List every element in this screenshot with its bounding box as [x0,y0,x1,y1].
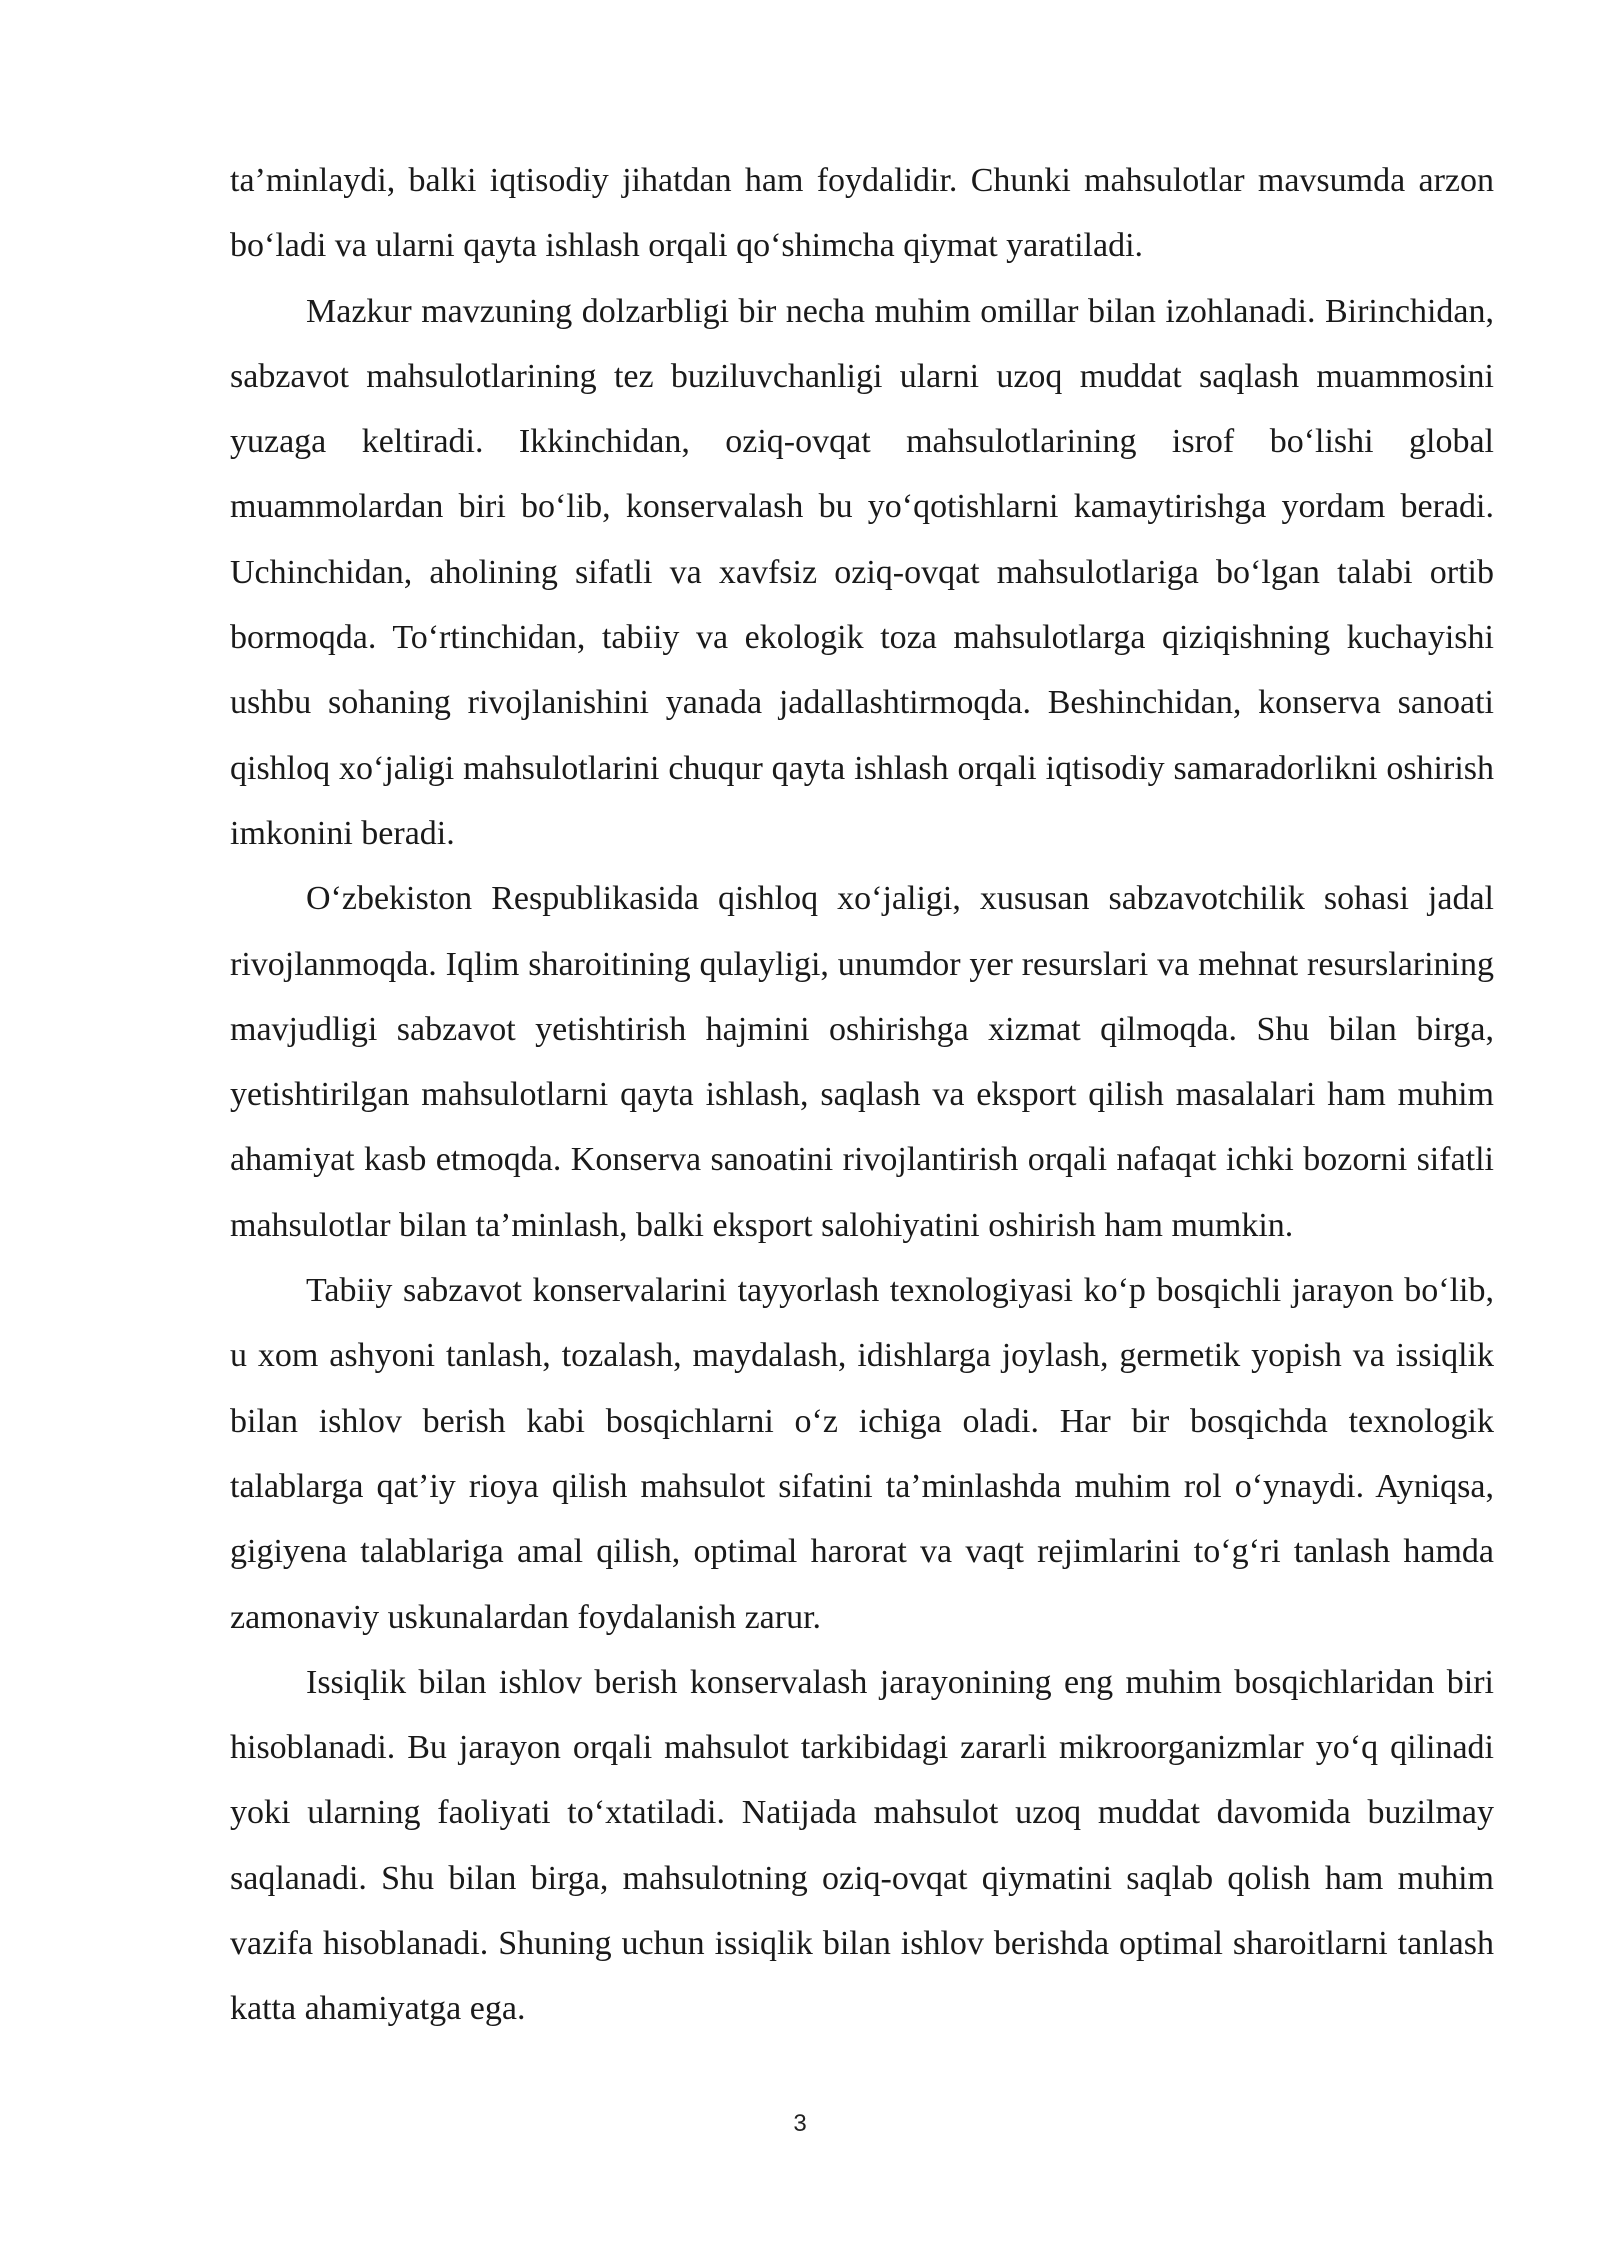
paragraph-continued: ta’minlaydi, balki iqtisodiy jihatdan ham foydalidir. Chunki mahsulotlar mavsumda arzon bo‘ladi va ularni qayta ishlash orqali qo‘shimcha qiymat yaratiladi. [230,162,1494,265]
paragraph-uzbekistan-agriculture: O‘zbekiston Respublikasida qishloq xo‘jaligi, xususan sabzavotchilik sohasi jadal rivojlanmoqda. Iqlim sharoitining qulayligi, unumdor yer resurslari va mehnat resurslarining mavjudligi sabzavot yetishtirish hajmini oshirishga xizmat qilmoqda. Shu bilan birga, yetishtirilgan mahsulotlarni qayta ishlash, saqlash va eksport qilish masalalari ham muhim ahamiyat kasb etmoqda. Konserva sanoatini rivojlantirish orqali nafaqat ichki bozorni sifatli mahsulotlar bilan ta’minlash, balki eksport salohiyatini oshirish ham mumkin. [230,880,1494,1244]
paragraph-canning-technology: Tabiiy sabzavot konservalarini tayyorlash texnologiyasi ko‘p bosqichli jarayon bo‘lib, u xom ashyoni tanlash, tozalash, maydalash, idishlarga joylash, germetik yopish va issiqlik bilan ishlov berish kabi bosqichlarni o‘z ichiga oladi. Har bir bosqichda texnologik talablarga qat’iy rioya qilish mahsulot sifatini ta’minlashda muhim rol o‘ynaydi. Ayniqsa, gigiyena talablariga amal qilish, optimal harorat va vaqt rejimlarini to‘g‘ri tanlash hamda zamonaviy uskunalardan foydalanish zarur. [230,1272,1494,1636]
paragraph-relevance: Mazkur mavzuning dolzarbligi bir necha muhim omillar bilan izohlanadi. Birinchidan, sabzavot mahsulotlarining tez buziluvchanligi ularni uzoq muddat saqlash muammosini yuzaga keltiradi. Ikkinchidan, oziq-ovqat mahsulotlarining isrof bo‘lishi global muammolardan biri bo‘lib, konservalash bu yo‘qotishlarni kamaytirishga yordam beradi. Uchinchidan, aholining sifatli va xavfsiz oziq-ovqat mahsulotlariga bo‘lgan talabi ortib bormoqda. To‘rtinchidan, tabiiy va ekologik toza mahsulotlarga qiziqishning kuchayishi ushbu sohaning rivojlanishini yanada jadallashtirmoqda. Beshinchidan, konserva sanoati qishloq xo‘jaligi mahsulotlarini chuqur qayta ishlash orqali iqtisodiy samaradorlikni oshirish imkonini beradi. [230,292,1494,852]
page-number: 3 [793,2110,807,2137]
document-body [230,148,1494,2042]
paragraph-heat-treatment: Issiqlik bilan ishlov berish konservalash jarayonining eng muhim bosqichlaridan biri hisoblanadi. Bu jarayon orqali mahsulot tarkibidagi zararli mikroorganizmlar yo‘q qilinadi yoki ularning faoliyati to‘xtatiladi. Natijada mahsulot uzoq muddat davomida buzilmay saqlanadi. Shu bilan birga, mahsulotning oziq-ovqat qiymatini saqlab qolish ham muhim vazifa hisoblanadi. Shuning uchun issiqlik bilan ishlov berishda optimal sharoitlarni tanlash katta ahamiyatga ega. [230,1663,1494,2028]
